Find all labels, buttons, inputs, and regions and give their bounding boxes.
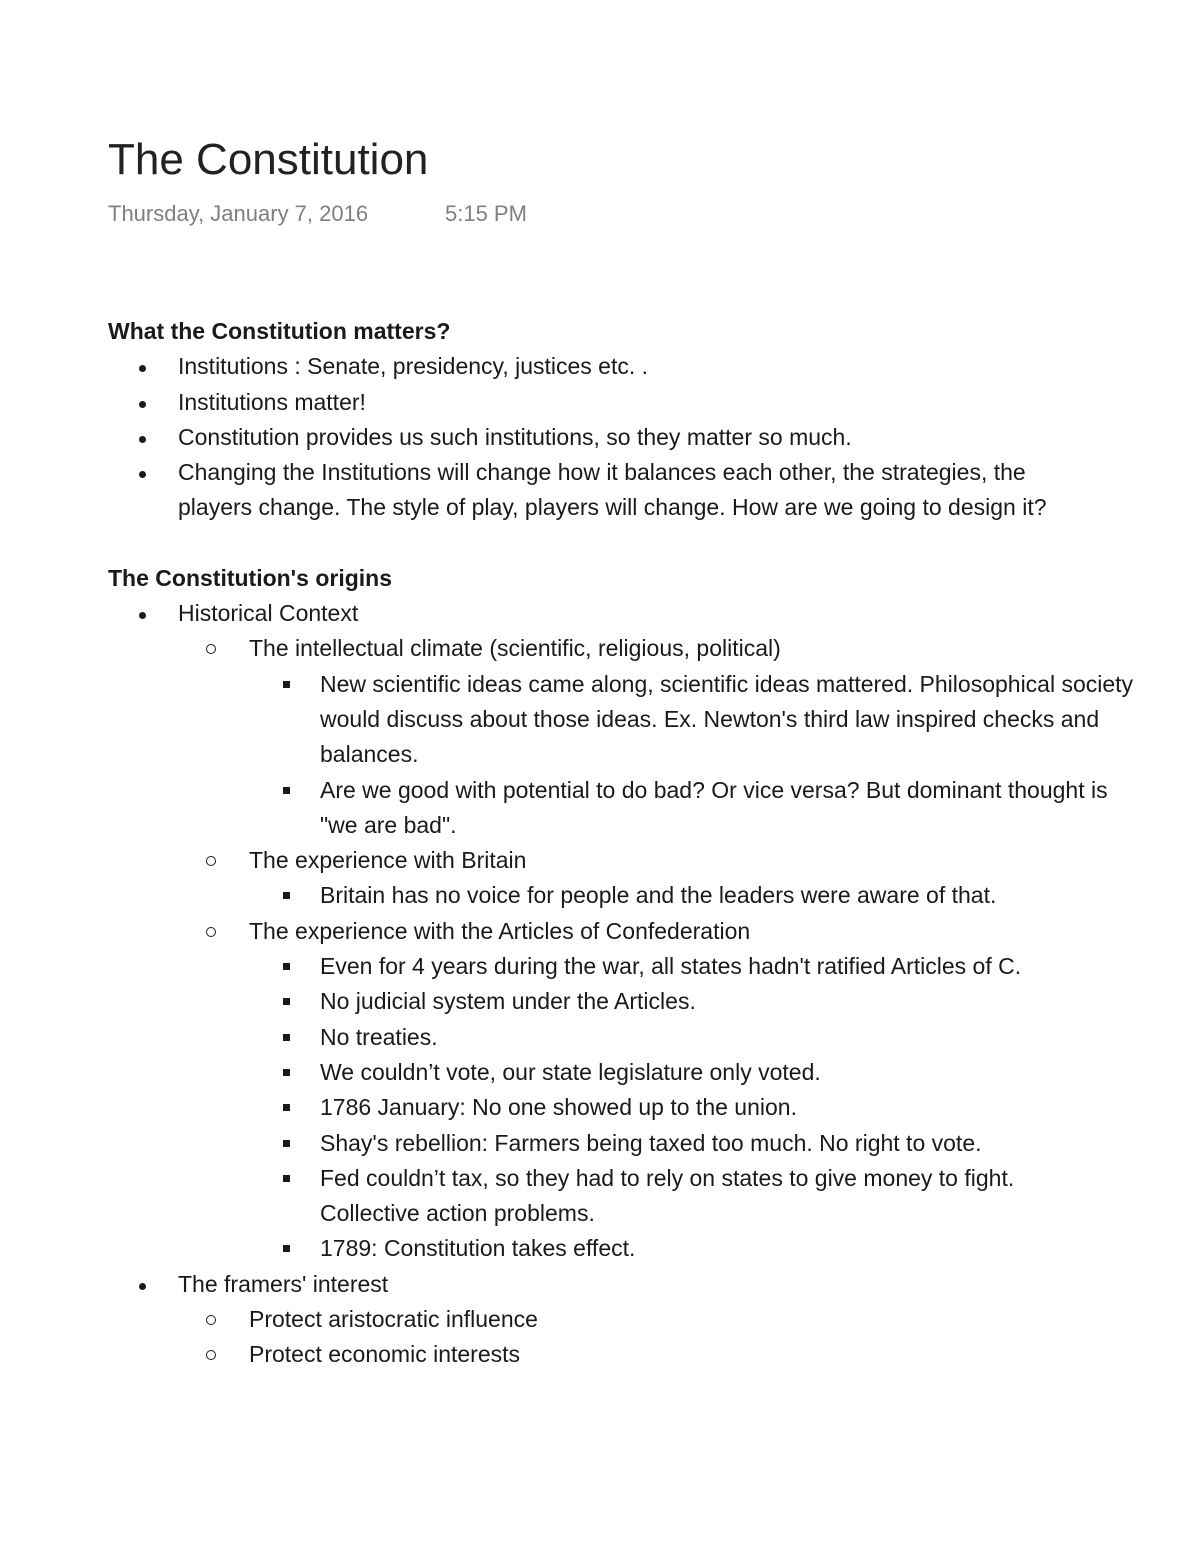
- intellectual-climate-sublist: [249, 667, 1148, 843]
- section-heading-origins: The Constitution's origins: [108, 564, 393, 591]
- list-item: Are we good with potential to do bad? Or vice versa? But dominant thought is "we are bad".: [249, 773, 1148, 844]
- bullet-icon: [139, 1283, 146, 1290]
- bullet-icon: [139, 365, 146, 372]
- list-item-historical-context: Historical Context The intellectual climate (scientific, religious, political) New scientific ideas came along, scientific ideas mattered. Philosophical society would discuss about those ideas. Ex. Newton's third law inspired checks and balances. Are we good with potential to do bad? Or vice versa? But dominant thought is "we are bad". The experience with Britain Britain has no voice for people and the leaders were aware of that. The experience with the Articles of Confederation Even for 4 years during the war, all states hadn't ratified Articles of C. No judicial system under the Articles. No treaties. We couldn’t vote, our state legislature only voted. 1786 January: No one showed up to the union. Shay's rebellion: Farmers being taxed too much. No right to vote. Fed couldn’t tax, so they had to rely on states to give money to fight. Collective action problems. 1789: Constitution takes effect.: [108, 596, 1148, 1267]
- list-item: 1789: Constitution takes effect.: [249, 1231, 1148, 1266]
- framers-sublist: [178, 1302, 1148, 1373]
- list-item: Even for 4 years during the war, all states hadn't ratified Articles of C.: [249, 949, 1148, 984]
- circle-bullet-icon: [206, 856, 216, 866]
- list-item: 1786 January: No one showed up to the union.: [249, 1090, 1148, 1125]
- why-matters-list: [108, 349, 1148, 525]
- list-item-articles: The experience with the Articles of Confederation Even for 4 years during the war, all states hadn't ratified Articles of C. No judicial system under the Articles. No treaties. We couldn’t vote, our state legislature only voted. 1786 January: No one showed up to the union. Shay's rebellion: Farmers being taxed too much. No right to vote. Fed couldn’t tax, so they had to rely on states to give money to fight. Collective action problems. 1789: Constitution takes effect.: [178, 914, 1148, 1267]
- list-item: No treaties.: [249, 1020, 1148, 1055]
- page-title: The Constitution: [108, 135, 429, 184]
- list-item: Protect economic interests: [178, 1337, 1148, 1372]
- list-item: Shay's rebellion: Farmers being taxed too much. No right to vote.: [249, 1126, 1148, 1161]
- bullet-icon: [139, 401, 146, 408]
- bullet-icon: [139, 612, 146, 619]
- list-item: We couldn’t vote, our state legislature only voted.: [249, 1055, 1148, 1090]
- historical-context-sublist: [178, 631, 1148, 1266]
- list-item: Constitution provides us such institutions, so they matter so much.: [108, 420, 1148, 455]
- bullet-icon: [139, 471, 146, 478]
- circle-bullet-icon: [206, 1315, 216, 1325]
- square-bullet-icon: [283, 1140, 290, 1147]
- note-date: Thursday, January 7, 2016: [108, 201, 369, 226]
- square-bullet-icon: [283, 1069, 290, 1076]
- note-body: [108, 314, 1148, 1373]
- list-item: No judicial system under the Articles.: [249, 984, 1148, 1019]
- square-bullet-icon: [283, 892, 290, 899]
- square-bullet-icon: [283, 1245, 290, 1252]
- note-time: 5:15 PM: [445, 201, 527, 226]
- spacer: [108, 526, 1148, 561]
- list-item-intellectual-climate: The intellectual climate (scientific, religious, political) New scientific ideas came along, scientific ideas mattered. Philosophical society would discuss about those ideas. Ex. Newton's third law inspired checks and balances. Are we good with potential to do bad? Or vice versa? But dominant thought is "we are bad".: [178, 631, 1148, 843]
- square-bullet-icon: [283, 998, 290, 1005]
- square-bullet-icon: [283, 1034, 290, 1041]
- circle-bullet-icon: [206, 644, 216, 654]
- articles-sublist: [249, 949, 1148, 1267]
- square-bullet-icon: [283, 963, 290, 970]
- list-item-framers-interest: The framers' interest Protect aristocratic influence Protect economic interests: [108, 1267, 1148, 1373]
- bullet-icon: [139, 436, 146, 443]
- note-metadata: [108, 199, 527, 229]
- section-heading-why-matters: What the Constitution matters?: [108, 318, 451, 344]
- list-item: New scientific ideas came along, scientific ideas mattered. Philosophical society would discuss about those ideas. Ex. Newton's third law inspired checks and balances.: [249, 667, 1148, 773]
- list-item-britain: The experience with Britain Britain has no voice for people and the leaders were aware of that.: [178, 843, 1148, 914]
- square-bullet-icon: [283, 787, 290, 794]
- list-item: Fed couldn’t tax, so they had to rely on states to give money to fight. Collective action problems.: [249, 1161, 1148, 1232]
- square-bullet-icon: [283, 1175, 290, 1182]
- list-item: Institutions : Senate, presidency, justices etc. .: [108, 349, 1148, 384]
- circle-bullet-icon: [206, 1350, 216, 1360]
- list-item: Protect aristocratic influence: [178, 1302, 1148, 1337]
- circle-bullet-icon: [206, 927, 216, 937]
- origins-list: [108, 596, 1148, 1373]
- list-item: Britain has no voice for people and the leaders were aware of that.: [249, 878, 1148, 913]
- list-item: Institutions matter!: [108, 385, 1148, 420]
- square-bullet-icon: [283, 681, 290, 688]
- square-bullet-icon: [283, 1104, 290, 1111]
- list-item: Changing the Institutions will change how it balances each other, the strategies, the players change. The style of play, players will change. How are we going to design it?: [108, 455, 1148, 526]
- britain-sublist: [249, 878, 1148, 913]
